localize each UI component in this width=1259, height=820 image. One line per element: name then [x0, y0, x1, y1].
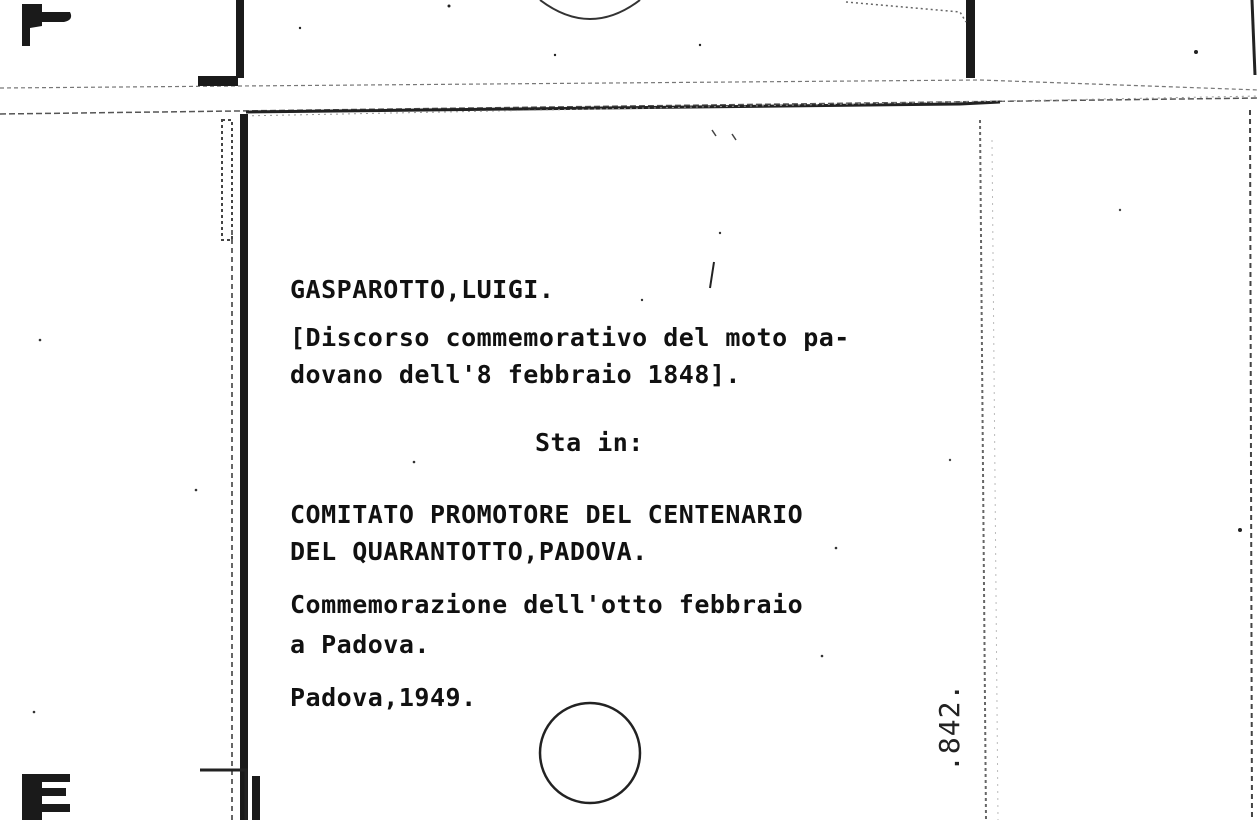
- filing-hole-icon: [540, 703, 640, 803]
- card-in-label: Sta in:: [535, 428, 644, 457]
- card-title-line-1: [Discorso commemorativo del moto pa-: [290, 323, 850, 352]
- card-heading-author: GASPAROTTO,LUIGI.: [290, 275, 555, 304]
- upper-card: [236, 0, 1198, 78]
- card-shelf-mark: .842.: [933, 682, 966, 772]
- card-host-author-line-1: COMITATO PROMOTORE DEL CENTENARIO: [290, 500, 804, 529]
- card-separator: [0, 76, 1259, 116]
- scan-specks: [33, 130, 1242, 713]
- card-title-line-2: dovano dell'8 febbraio 1848].: [290, 360, 741, 389]
- card-host-author-line-2: DEL QUARANTOTTO,PADOVA.: [290, 537, 648, 566]
- card-host-title-line-1: Commemorazione dell'otto febbraio: [290, 590, 804, 619]
- card-host-title-line-2: a Padova.: [290, 630, 430, 659]
- corner-stamp-icon: [22, 4, 71, 820]
- card-imprint: Padova,1949.: [290, 683, 477, 712]
